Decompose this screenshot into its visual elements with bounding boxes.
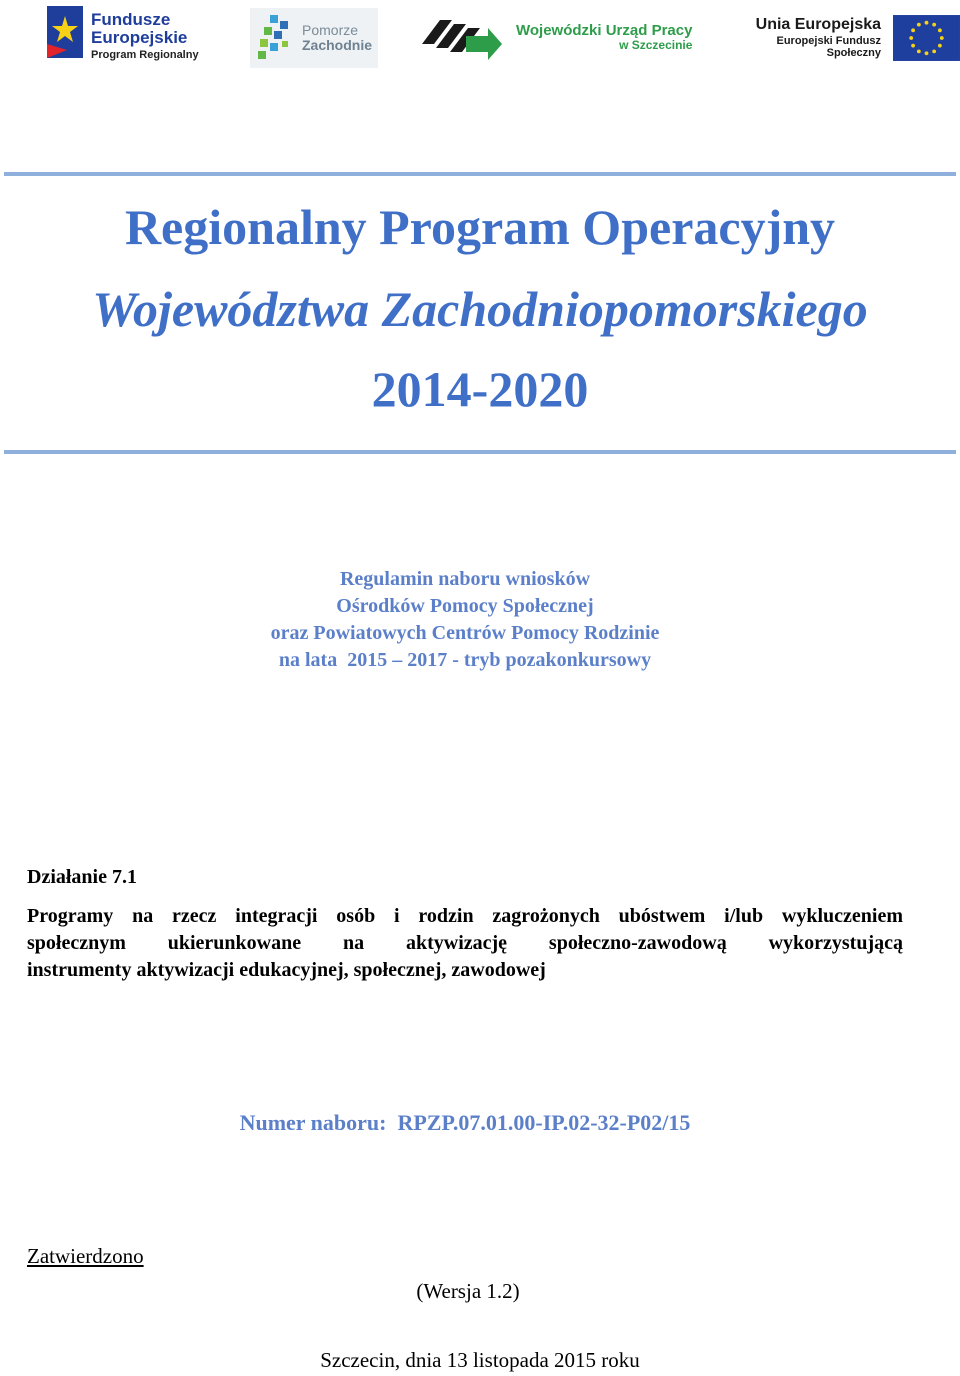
approved-label: Zatwierdzono [27, 1244, 144, 1268]
fundusze-star-icon [47, 6, 83, 66]
pomorze-zachodnie-logo [250, 8, 378, 68]
ue-line2: Europejski Fundusz Społeczny [776, 35, 882, 59]
action-heading: Działanie 7.1 [27, 866, 137, 888]
logo-bar [0, 0, 960, 78]
title-line-1: Regionalny Program Operacyjny [124, 199, 836, 255]
pomorze-line2: Zachodnie [302, 37, 373, 53]
bottom-rule [4, 450, 956, 454]
subtitle-line-1: Regulamin naboru wniosków [339, 568, 591, 590]
title-line-2: Województwa Zachodniopomorskiego [92, 281, 868, 337]
pomorze-mosaic-icon [256, 13, 298, 63]
programs-paragraph [27, 903, 903, 984]
eu-flag-icon [893, 14, 960, 62]
programs-line-2: społecznym ukierunkowane na aktywizację społeczno-zawodową wykorzystującą [27, 932, 903, 954]
wup-arrow-icon [422, 14, 504, 60]
place-date: Szczecin, dnia 13 listopada 2015 roku [320, 1348, 640, 1372]
subtitle-line-3: oraz Powiatowych Centrów Pomocy Rodzinie [270, 622, 660, 644]
fundusze-line2: Europejskie [91, 27, 188, 47]
subtitle-line-2: Ośrodków Pomocy Społecznej [336, 595, 594, 617]
fundusze-line1: Fundusze [91, 9, 171, 29]
regulation-subtitle [0, 566, 930, 674]
top-rule [4, 172, 956, 176]
title-line-3: 2014-2020 [371, 361, 589, 417]
fundusze-line3: Program Regionalny [91, 48, 199, 61]
unia-europejska-logo [726, 14, 960, 62]
programs-line-1: Programy na rzecz integracji osób i rodzin zagrożonych ubóstwem i/lub wykluczeniem [27, 905, 903, 927]
fundusze-europejskie-logo [47, 6, 199, 66]
call-number: Numer naboru: RPZP.07.01.00-IP.02-32-P02/15 [239, 1110, 691, 1135]
version-label: (Wersja 1.2) [416, 1279, 520, 1303]
wup-logo [422, 14, 692, 60]
wup-line2: w Szczecinie [619, 37, 693, 52]
pomorze-line1: Pomorze [302, 22, 359, 39]
programs-line-3: instrumenty aktywizacji edukacyjnej, społecznej, zawodowej [27, 959, 546, 981]
wup-line1: Wojewódzki Urząd Pracy [516, 21, 693, 39]
ue-line1: Unia Europejska [755, 15, 882, 33]
subtitle-line-4: na lata 2015 – 2017 - tryb pozakonkursowy [278, 649, 652, 671]
